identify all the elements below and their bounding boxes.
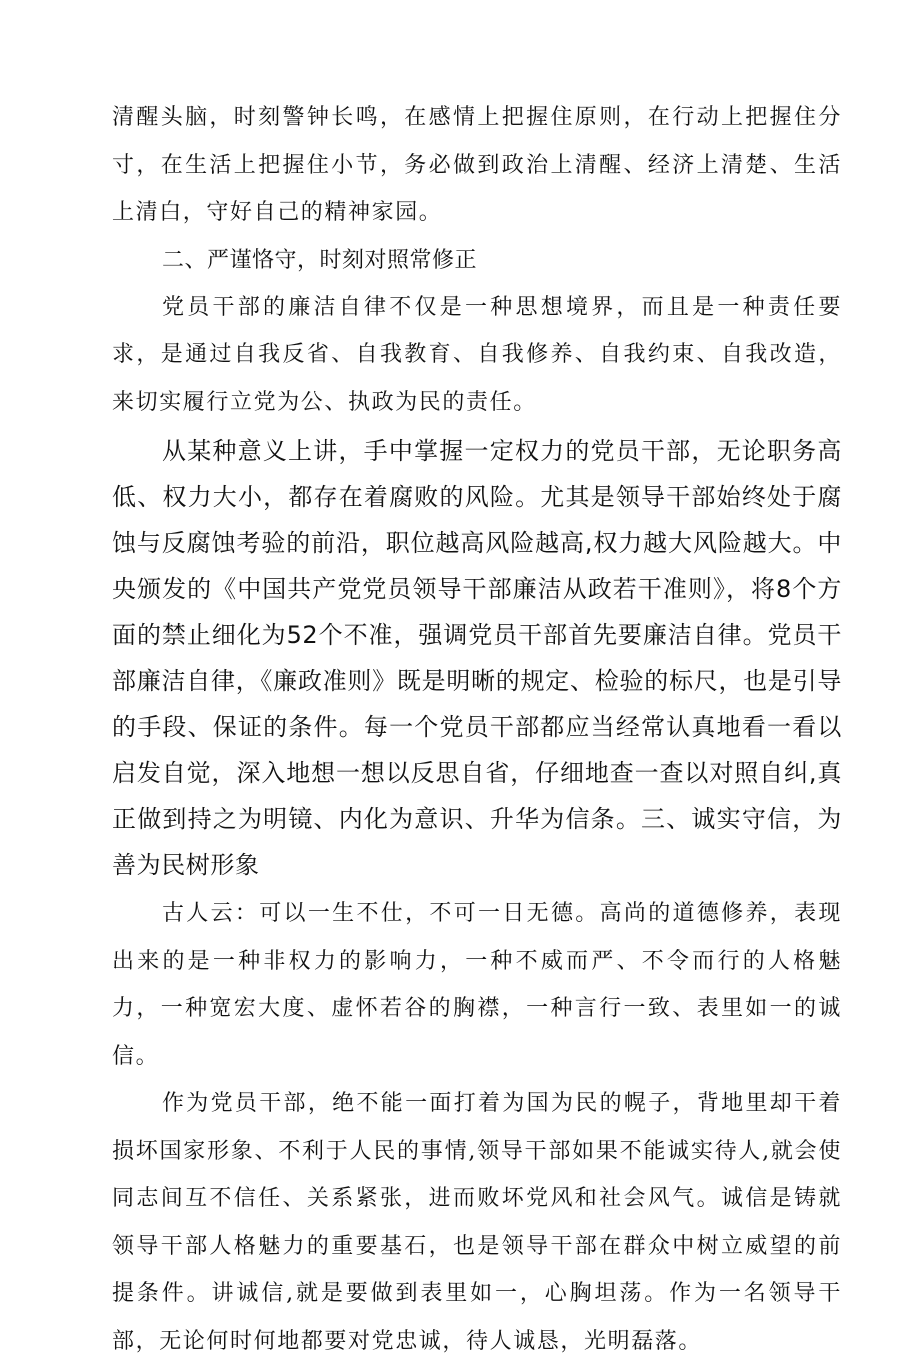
paragraph-continuation: 清醒头脑，时刻警钟长鸣，在感情上把握住原则，在行动上把握住分寸，在生活上把握住小节，务必做到政治上清醒、经济上清楚、生活上清白，守好自己的精神家园。 xyxy=(112,105,842,225)
paragraph-self-discipline: 党员干部的廉洁自律不仅是一种思想境界，而且是一种责任要求，是通过自我反省、自我教育、自我修养、自我约束、自我改造，来切实履行立党为公、执政为民的责任。 xyxy=(112,294,842,415)
paragraph-ancient-saying: 古人云：可以一生不仕，不可一日无德。高尚的道德修养，表现出来的是一种非权力的影响力，一种不威而严、不令而行的人格魅力，一种宽宏大度、虚怀若谷的胸襟，一种言行一致、表里如一的诚信。 xyxy=(112,901,842,1069)
paragraph-integrity: 作为党员干部，绝不能一面打着为国为民的幌子，背地里却干着损坏国家形象、不利于人民的事情,领导干部如果不能诚实待人,就会使同志间互不信任、关系紧张，进而败坏党风和社会风气。诚信是铸就领导干部人格魅力的重要基石，也是领导干部在群众中树立威望的前提条件。讲诚信,就是要做到表里如一，心胸坦荡。作为一名领导干部，无论何时何地都要对党忠诚，待人诚恳，光明磊落。 xyxy=(112,1091,842,1354)
document-body xyxy=(112,94,842,1365)
section-heading-2: 二、严谨恪守，时刻对照常修正 xyxy=(162,247,478,273)
paragraph-power-risk: 从某种意义上讲，手中掌握一定权力的党员干部，无论职务高低、权力大小，都存在着腐败的风险。尤其是领导干部始终处于腐蚀与反腐蚀考验的前沿，职位越高风险越高,权力越大风险越大。中央颁发的《中国共产党党员领导干部廉洁从政若干准则》，将8个方面的禁止细化为52个不准，强调党员干部首先要廉洁自律。党员干部廉洁自律，《廉政准则》既是明晰的规定、检验的标尺，也是引导的手段、保证的条件。每一个党员干部都应当经常认真地看一看以启发自觉，深入地想一想以反思自省，仔细地查一查以对照自纠,真正做到持之为明镜、内化为意识、升华为信条。三、诚实守信，为善为民树形象 xyxy=(112,437,842,879)
